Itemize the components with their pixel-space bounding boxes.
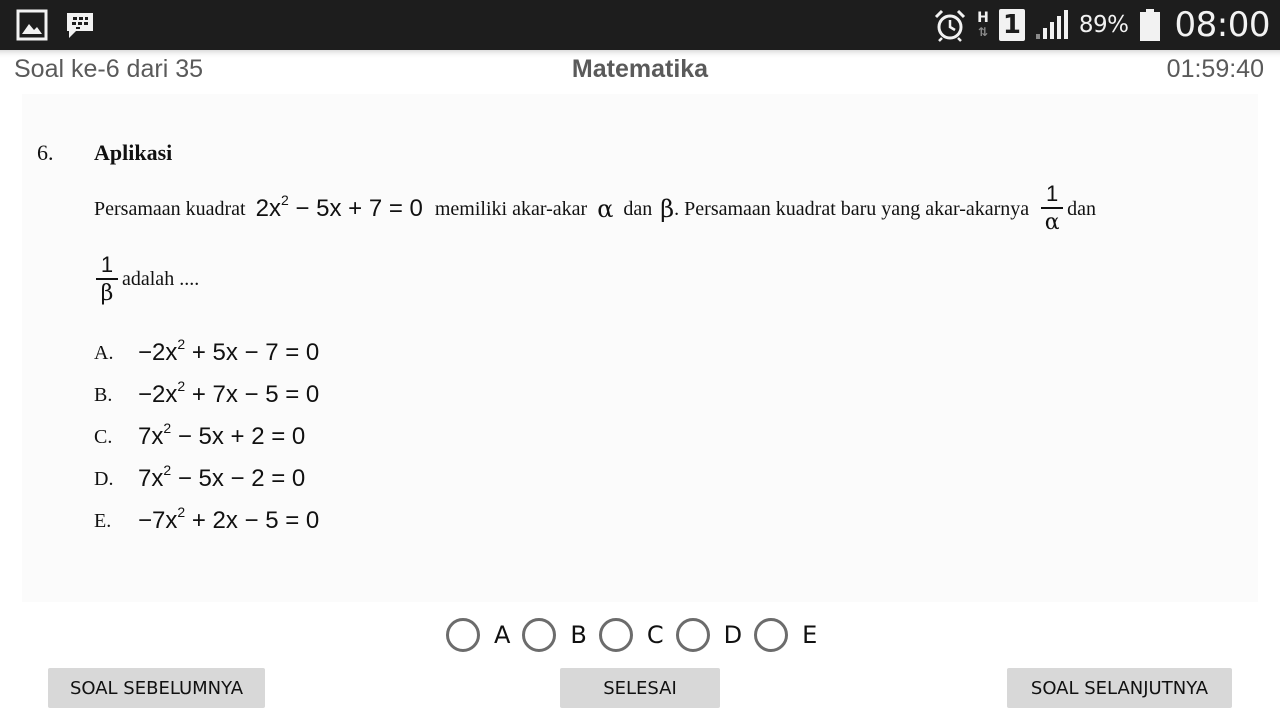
question-title: Aplikasi — [94, 140, 173, 165]
option-letter: B. — [94, 383, 113, 406]
fraction-numerator: 1 — [100, 252, 114, 277]
answer-radio-c[interactable] — [599, 618, 668, 652]
radio-label[interactable]: D — [723, 621, 743, 649]
option-rest: + 5x − 7 = 0 — [185, 339, 320, 366]
option-c — [94, 416, 319, 458]
answer-options-list — [94, 332, 319, 542]
fraction-denominator: α — [1044, 209, 1060, 235]
radio-circle[interactable] — [446, 618, 480, 652]
option-exponent: 2 — [163, 420, 172, 436]
radio-circle[interactable] — [676, 618, 710, 652]
option-exponent: 2 — [177, 504, 186, 520]
text-part-1: Persamaan kuadrat — [94, 197, 246, 220]
radio-label[interactable]: B — [570, 621, 587, 649]
battery-icon — [1139, 8, 1161, 42]
option-coef: −2x — [138, 381, 178, 408]
text-part-3: . Persamaan kuadrat baru yang akar-akarnya — [674, 197, 1030, 220]
text-part-4: adalah .... — [122, 268, 200, 291]
option-rest: − 5x + 2 = 0 — [171, 423, 306, 450]
text-part-2: memiliki akar-akar — [434, 197, 588, 220]
option-coef: −2x — [138, 339, 178, 366]
radio-label[interactable]: E — [802, 621, 818, 649]
alpha-symbol: α — [597, 195, 614, 223]
sim-slot: 1 — [1002, 10, 1021, 40]
data-arrows: ⇅ — [978, 25, 989, 39]
equation-exponent: 2 — [280, 192, 289, 208]
quiz-header — [0, 50, 1280, 94]
question-panel — [22, 94, 1258, 602]
fraction-denominator: β — [100, 280, 114, 306]
text-dan-2: dan — [1067, 197, 1097, 220]
answer-radio-b[interactable] — [522, 618, 590, 652]
subject-title: Matematika — [571, 55, 709, 83]
status-bar-right — [933, 0, 1270, 50]
given-equation — [255, 192, 423, 223]
fraction-one-over-alpha — [1041, 181, 1063, 237]
previous-question-button[interactable]: SOAL SEBELUMNYA — [48, 668, 265, 708]
beta-symbol: β — [660, 195, 675, 223]
signal-bars-icon — [1035, 10, 1069, 40]
status-bar — [0, 0, 1280, 50]
option-letter: A. — [94, 341, 114, 364]
clock-time: 08:00 — [1174, 5, 1270, 45]
option-b — [94, 374, 319, 416]
sim-1-icon — [999, 9, 1025, 41]
radio-circle[interactable] — [599, 618, 633, 652]
text-dan-1: dan — [623, 197, 653, 220]
question-line-1 — [94, 174, 1244, 244]
option-rest: + 2x − 5 = 0 — [185, 507, 320, 534]
option-coef: 7x — [138, 465, 164, 492]
option-rest: + 7x − 5 = 0 — [185, 381, 320, 408]
countdown-timer: 01:59:40 — [1166, 55, 1264, 83]
question-progress: Soal ke-6 dari 35 — [14, 55, 204, 83]
option-equation — [138, 462, 306, 493]
question-number: 6. — [37, 140, 54, 165]
answer-radio-d[interactable] — [676, 618, 746, 652]
radio-circle[interactable] — [754, 618, 788, 652]
option-exponent: 2 — [177, 378, 186, 394]
fraction-numerator: 1 — [1046, 181, 1059, 207]
question-line-2 — [94, 252, 199, 308]
alarm-clock-icon — [933, 8, 967, 42]
option-letter: E. — [94, 509, 112, 532]
radio-label[interactable]: C — [646, 621, 664, 649]
equation-coef: 2x — [255, 195, 281, 222]
question-text — [94, 174, 1244, 306]
answer-radio-e[interactable] — [754, 618, 821, 652]
fraction-one-over-beta — [96, 252, 118, 308]
option-letter: D. — [94, 467, 114, 490]
network-h-icon — [977, 11, 989, 39]
option-letter: C. — [94, 425, 113, 448]
option-coef: 7x — [138, 423, 164, 450]
option-equation — [138, 378, 320, 409]
option-exponent: 2 — [177, 336, 186, 352]
finish-button[interactable]: SELESAI — [560, 668, 720, 708]
status-bar-left — [16, 9, 96, 41]
equation-rest: − 5x + 7 = 0 — [288, 195, 423, 222]
gallery-icon — [16, 9, 48, 41]
next-question-button[interactable]: SOAL SELANJUTNYA — [1007, 668, 1232, 708]
option-equation — [138, 420, 306, 451]
option-a — [94, 332, 319, 374]
battery-percent: 89% — [1078, 12, 1129, 38]
option-equation — [138, 504, 320, 535]
option-d — [94, 458, 319, 500]
radio-circle[interactable] — [522, 618, 556, 652]
option-rest: − 5x − 2 = 0 — [171, 465, 306, 492]
option-equation — [138, 336, 320, 367]
option-exponent: 2 — [163, 462, 172, 478]
answer-radio-a[interactable] — [446, 618, 514, 652]
option-coef: −7x — [138, 507, 178, 534]
network-type: H — [977, 10, 989, 26]
radio-label[interactable]: A — [494, 621, 511, 649]
option-e — [94, 500, 319, 542]
answer-radio-group — [446, 614, 829, 656]
bbm-chat-icon — [64, 9, 96, 41]
